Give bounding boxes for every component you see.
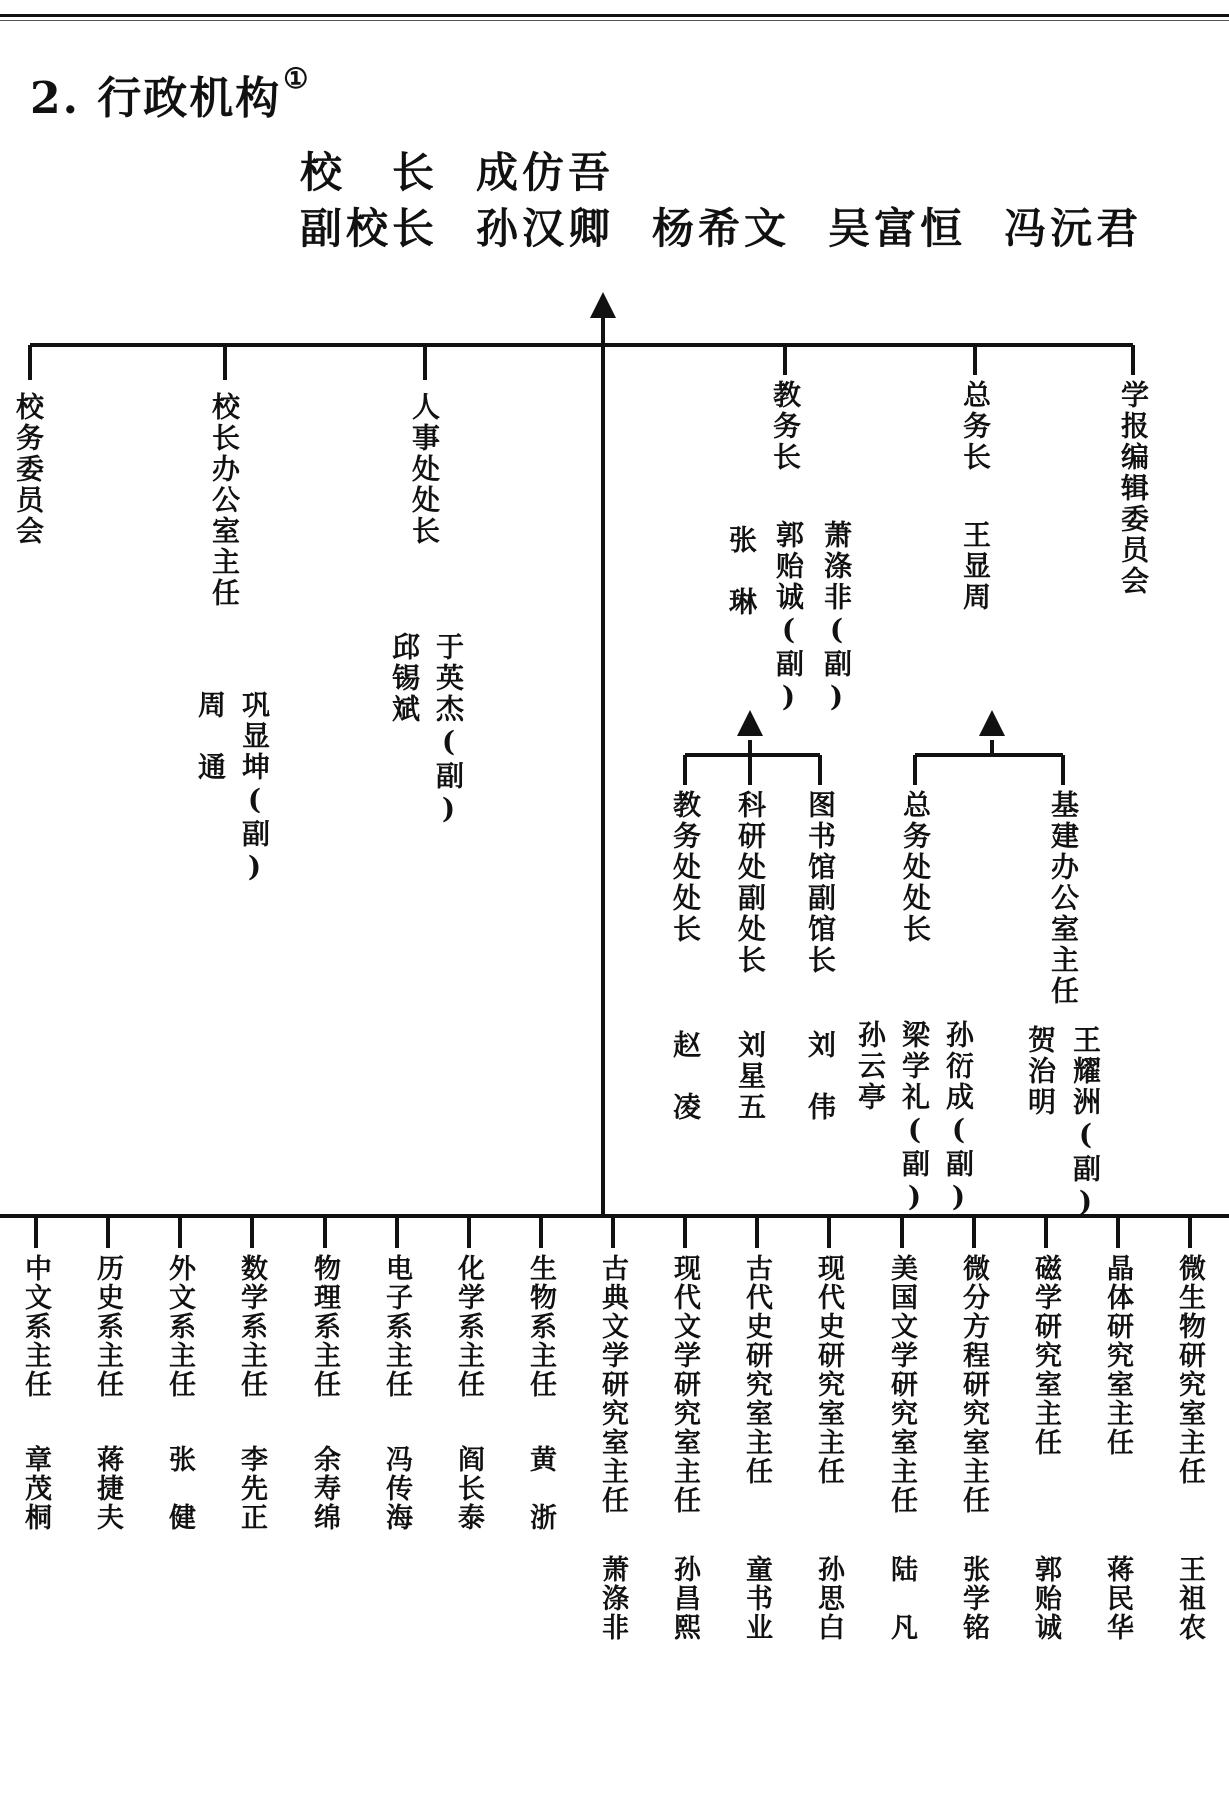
department-title: 物理系主任 (309, 1254, 340, 1399)
president-name: 成仿吾 (476, 148, 615, 197)
arrowhead-main (590, 292, 616, 318)
office-person: 郭贻诚(副) (772, 520, 805, 716)
sub-office-title: 基建办公室主任 (1047, 790, 1080, 1007)
department-title: 现代史研究室主任 (813, 1254, 844, 1486)
sub-office-person: 王耀洲(副) (1069, 1025, 1102, 1221)
sub-office-person: 梁学礼(副) (898, 1020, 931, 1216)
department-head-name: 蒋民华 (1102, 1555, 1133, 1642)
sub-office-person: 刘星五 (734, 1030, 767, 1123)
department-title: 中文系主任 (20, 1254, 51, 1399)
arrowhead-academic (737, 710, 763, 736)
department-head-name: 王祖农 (1174, 1555, 1205, 1642)
department-head-name: 章茂桐 (20, 1445, 51, 1532)
department-head-name: 冯传海 (381, 1445, 412, 1532)
office-person: 萧涤非(副) (820, 520, 853, 716)
office-title: 总务长 (959, 380, 992, 473)
department-title: 微生物研究室主任 (1174, 1254, 1205, 1486)
office-person: 于英杰(副) (432, 632, 465, 828)
department-head-name: 余寿绵 (309, 1445, 340, 1532)
department-title: 现代文学研究室主任 (669, 1254, 700, 1515)
office-title: 校长办公室主任 (208, 392, 241, 609)
department-head-name: 阎长泰 (453, 1445, 484, 1532)
section-title-text: 2. 行政机构 (30, 73, 282, 124)
sub-office-title: 教务处处长 (669, 790, 702, 945)
sub-office-title: 科研处副处长 (734, 790, 767, 976)
department-title: 美国文学研究室主任 (886, 1254, 917, 1515)
department-title: 磁学研究室主任 (1030, 1254, 1061, 1457)
department-head-name: 张 健 (164, 1445, 195, 1532)
vice-president-name: 吴富恒 (828, 204, 967, 253)
department-title: 历史系主任 (92, 1254, 123, 1399)
department-title: 电子系主任 (381, 1254, 412, 1399)
department-title: 微分方程研究室主任 (958, 1254, 989, 1515)
department-title: 晶体研究室主任 (1102, 1254, 1133, 1457)
department-title: 数学系主任 (236, 1254, 267, 1399)
sub-office-title: 图书馆副馆长 (804, 790, 837, 976)
sub-office-person: 贺治明 (1024, 1025, 1057, 1118)
office-title: 校务委员会 (12, 392, 45, 547)
department-head-name: 黄 浙 (525, 1445, 556, 1532)
sub-office-person: 孙衍成(副) (942, 1020, 975, 1216)
sub-office-person: 刘 伟 (804, 1030, 837, 1123)
department-head-name: 陆 凡 (886, 1555, 917, 1642)
department-title: 古代史研究室主任 (741, 1254, 772, 1486)
department-title: 化学系主任 (453, 1254, 484, 1399)
president-title: 校 长 (300, 148, 439, 197)
office-person: 张 琳 (725, 525, 758, 618)
department-head-name: 蒋捷夫 (92, 1445, 123, 1532)
department-title: 古典文学研究室主任 (597, 1254, 628, 1515)
department-head-name: 萧涤非 (597, 1555, 628, 1642)
department-title: 生物系主任 (525, 1254, 556, 1399)
department-head-name: 童书业 (741, 1555, 772, 1642)
office-person: 周 通 (194, 690, 227, 783)
vice-president-name: 冯沅君 (1004, 204, 1143, 253)
department-head-name: 郭贻诚 (1030, 1555, 1061, 1642)
office-title: 教务长 (769, 380, 802, 473)
department-head-name: 李先正 (236, 1445, 267, 1532)
department-title: 外文系主任 (164, 1254, 195, 1399)
vice-president-name: 杨希文 (652, 204, 791, 253)
department-head-name: 孙思白 (813, 1555, 844, 1642)
sub-office-person: 孙云亭 (854, 1020, 887, 1113)
vice-president-name: 孙汉卿 (476, 204, 615, 253)
vice-president-title: 副校长 (300, 204, 439, 253)
office-title: 学报编辑委员会 (1117, 380, 1150, 597)
arrowhead-general (979, 710, 1005, 736)
sub-office-title: 总务处处长 (899, 790, 932, 945)
office-title: 人事处处长 (408, 392, 441, 547)
office-person: 邱锡斌 (388, 632, 421, 725)
department-head-name: 孙昌熙 (669, 1555, 700, 1642)
sub-office-person: 赵 凌 (669, 1030, 702, 1123)
footnote-mark: ① (283, 62, 311, 95)
department-head-name: 张学铭 (958, 1555, 989, 1642)
office-person: 巩显坤(副) (238, 690, 271, 886)
office-person: 王显周 (959, 520, 992, 613)
